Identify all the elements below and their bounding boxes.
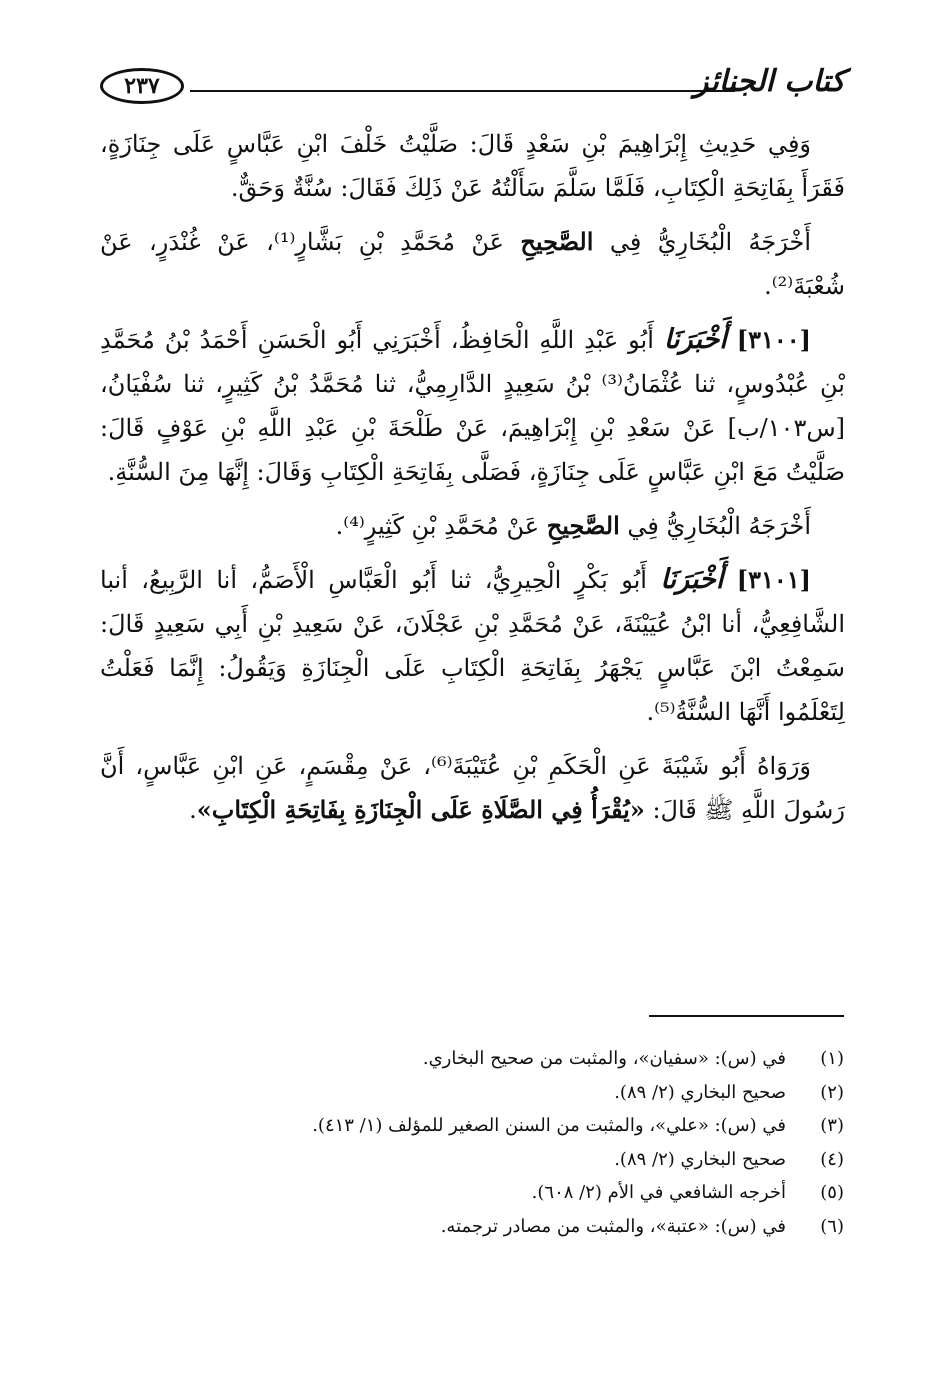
paragraph-text: عَنْ مُحَمَّدِ بْنِ كَثِيرٍ⁽⁴⁾. (335, 512, 547, 540)
footnote-number: (٣) (820, 1115, 844, 1136)
page-header (100, 62, 845, 112)
book-title: كتاب الجنائز (693, 64, 845, 99)
footnote-item (104, 1109, 844, 1143)
footnote-text: في (س): «عتبة»، والمثبت من مصادر ترجمته. (440, 1215, 786, 1237)
page-number: ٢٣٧ (100, 68, 184, 104)
footnotes (104, 1042, 844, 1243)
paragraph-text: أَخْرَجَهُ الْبُخَارِيُّ فِي (619, 512, 811, 540)
footnote-item (104, 1176, 844, 1210)
header-rule (190, 90, 735, 92)
footnote-item (104, 1076, 844, 1110)
footnote-item (104, 1143, 844, 1177)
paragraph-text: وَفِي حَدِيثِ إِبْرَاهِيمَ بْنِ سَعْدٍ قَالَ: صَلَّيْتُ خَلْفَ ابْنِ عَبَّاسٍ عَلَى جِنَازَةٍ، فَقَرَأَ بِفَاتِحَةِ الْكِتَابِ، فَلَمَّا سَلَّمَ سَأَلْتُهُ عَنْ ذَلِكَ فَقَالَ: سُنَّةٌ وَحَقٌّ. (100, 130, 845, 202)
paragraph-text: أَخْرَجَهُ الْبُخَارِيُّ فِي (593, 228, 811, 256)
hadith-paragraph (100, 318, 845, 494)
hadith-number: [٣١٠٠] (736, 325, 811, 354)
footnote-number: (٢) (820, 1081, 844, 1103)
footnote-separator (649, 1015, 844, 1017)
footnote-number: (٤) (820, 1148, 844, 1170)
footnote-number: (٦) (820, 1215, 844, 1237)
main-text (100, 122, 845, 842)
paragraph (100, 744, 845, 832)
paragraph-text: عَنْ مُحَمَّدِ بْنِ بَشَّارٍ⁽¹⁾، عَنْ غُنْدَرٍ، عَنْ شُعْبَةَ⁽²⁾. (100, 228, 845, 300)
footnote-text: أخرجه الشافعي في الأم (٢/ ٦٠٨). (531, 1182, 786, 1203)
paragraph (100, 122, 845, 210)
paragraph-text: أَبُو بَكْرٍ الْحِيرِيُّ، ثنا أَبُو الْعَبَّاسِ الْأَصَمُّ، أنا الرَّبِيعُ، أنبا الشَّافِعِيُّ، أنا ابْنُ عُيَيْنَةَ، عَنْ مُحَمَّدِ بْنِ عَجْلَانَ، عَنْ سَعِيدِ بْنِ أَبِي سَعِيدٍ قَالَ: سَمِعْتُ ابْنَ عَبَّاسٍ يَجْهَرُ بِفَاتِحَةِ الْكِتَابِ عَلَى الْجِنَازَةِ وَيَقُولُ: إِنَّمَا فَعَلْتُ لِتَعْلَمُوا أَنَّهَا السُّنَّةُ⁽⁵⁾. (100, 566, 846, 726)
source-name: الصَّحِيحِ (546, 511, 620, 540)
footnote-text: صحيح البخاري (٢/ ٨٩). (614, 1148, 786, 1170)
paragraph-text: أَبُو عَبْدِ اللَّهِ الْحَافِظُ، أَخْبَرَنِي أَبُو الْحَسَنِ أَحْمَدُ بْنُ مُحَمَّدِ بْنِ عُبْدُوسٍ، ثنا عُثْمَانُ⁽³⁾ بْنُ سَعِيدٍ الدَّارِمِيُّ، ثنا مُحَمَّدُ بْنُ كَثِيرٍ، ثنا سُفْيَانُ، [س١٠٣/ب] عَنْ سَعْدِ بْنِ إِبْرَاهِيمَ، عَنْ طَلْحَةَ بْنِ عَبْدِ اللَّهِ بْنِ عَوْفٍ قَالَ: صَلَّيْتُ مَعَ ابْنِ عَبَّاسٍ عَلَى جِنَازَةٍ، فَصَلَّى بِفَاتِحَةِ الْكِتَابِ وَقَالَ: إِنَّهَا مِنَ السُّنَّةِ. (100, 326, 845, 486)
prophetic-quote: «يُقْرَأُ فِي الصَّلَاةِ عَلَى الْجِنَازَةِ بِفَاتِحَةِ الْكِتَابِ» (196, 795, 645, 824)
footnote-number: (٥) (820, 1182, 844, 1203)
footnote-text: في (س): «سفيان»، والمثبت من صحيح البخاري. (422, 1048, 786, 1069)
hadith-paragraph (100, 558, 845, 734)
hadith-number: [٣١٠١] (736, 565, 811, 594)
footnote-item (104, 1210, 844, 1244)
paragraph-text: . (189, 796, 197, 824)
paragraph (100, 220, 845, 308)
footnote-item (104, 1042, 844, 1076)
footnote-text: صحيح البخاري (٢/ ٨٩). (614, 1081, 786, 1103)
source-name: الصَّحِيحِ (520, 227, 594, 256)
paragraph-text: وَرَوَاهُ أَبُو شَيْبَةَ عَنِ الْحَكَمِ بْنِ عُتَيْبَةَ⁽⁶⁾، عَنْ مِقْسَمٍ، عَنِ ابْنِ عَبَّاسٍ، أَنَّ رَسُولَ اللَّهِ ﷺ قَالَ: (100, 752, 845, 824)
paragraph (100, 504, 845, 548)
hadith-keyword: أَخْبَرَنَا (663, 324, 727, 355)
footnote-text: في (س): «علي»، والمثبت من السنن الصغير للمؤلف (١/ ٤١٣). (312, 1115, 786, 1136)
footnote-number: (١) (820, 1048, 844, 1069)
hadith-keyword: أَخْبَرَنَا (660, 564, 724, 595)
